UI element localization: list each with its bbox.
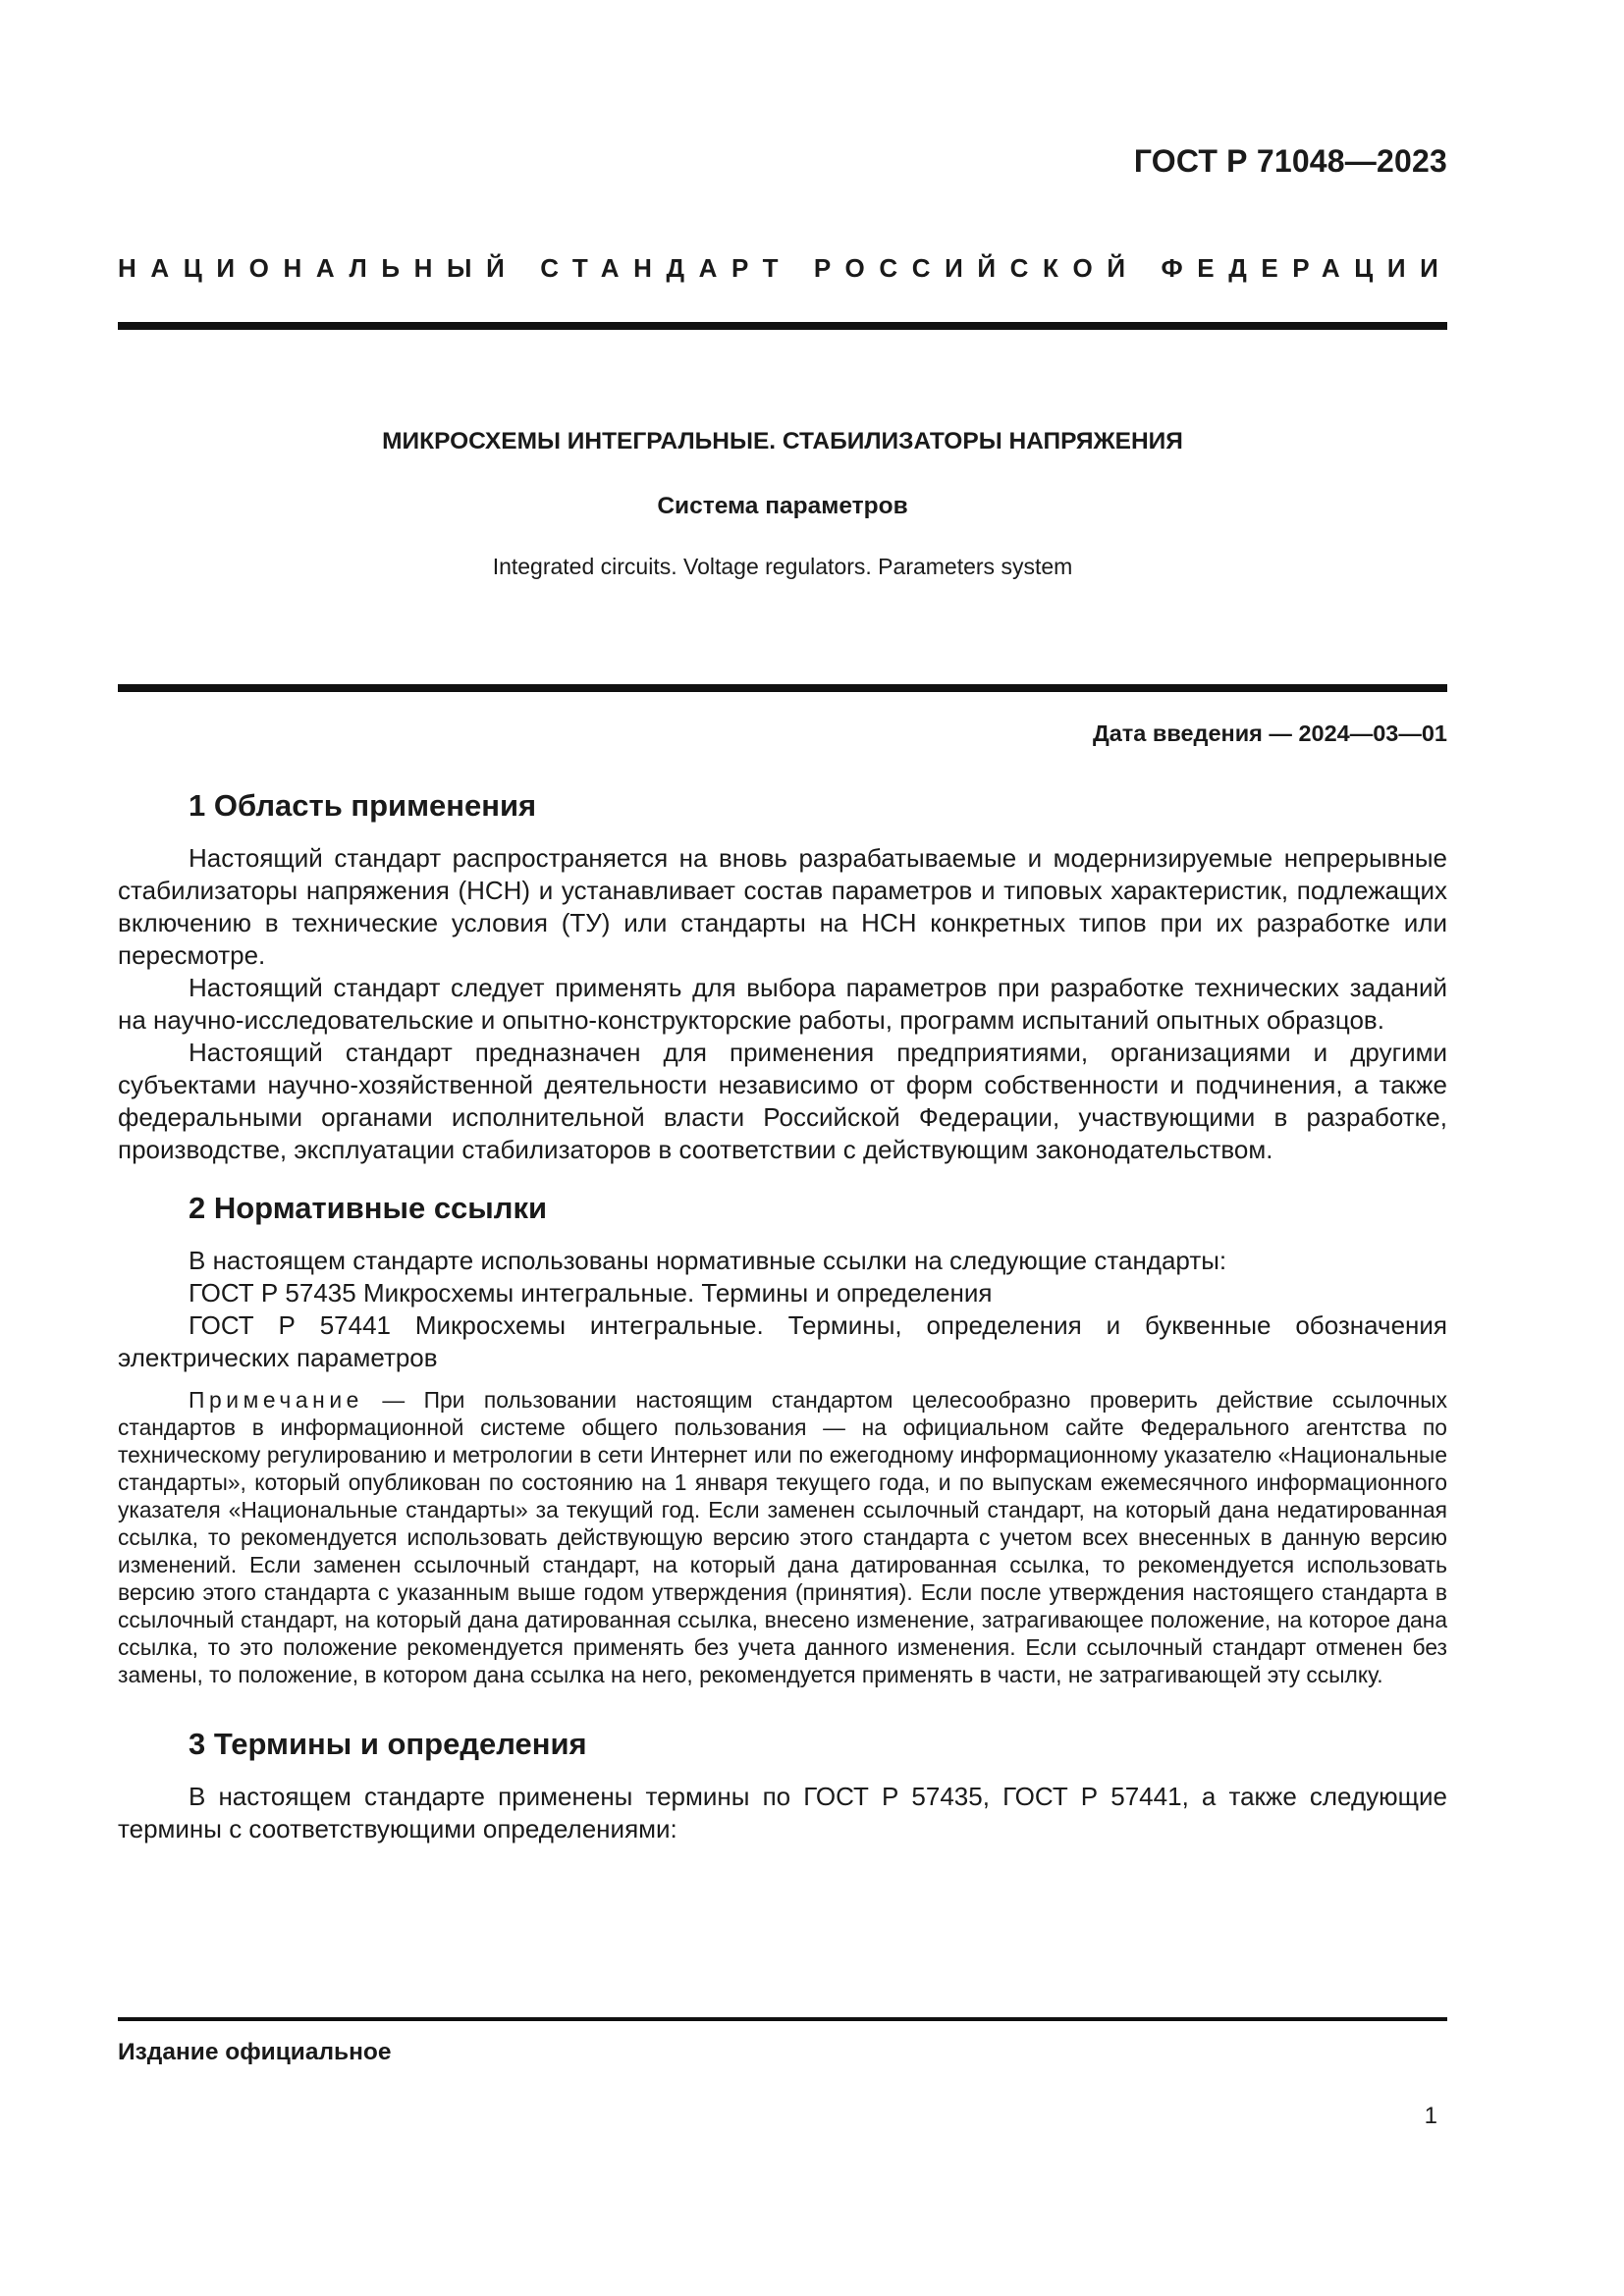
edition-label: Издание официальное <box>118 2039 392 2065</box>
section-heading: 1 Область применения <box>189 788 537 823</box>
document-number: ГОСТ Р 71048—2023 <box>1133 143 1447 179</box>
note-text: — При пользовании настоящим стандартом целесообразно проверить действие ссылочных стандартов в информационной системе общего пользования — на официальном сайте Федерального агентства по техническому регулированию и метрологии в сети Интернет или по ежегодному информационному указателю «Национальные стандарты», который опубликован по состоянию на 1 января текущего года, и по выпускам ежемесячного информационного указателя «Национальные стандарты» за текущий год. Если заменен ссылочный стандарт, на который дана недатированная ссылка, то рекомендуется использовать действующую версию этого стандарта с учетом всех внесенных в данную версию изменений. Если заменен ссылочный стандарт, на который дана датированная ссылка, то рекомендуется использовать версию этого стандарта с указанным выше годом утверждения (принятия). Если после утверждения настоящего стандарта в ссылочный стандарт, на который дана датированная ссылка, внесено изменение, затрагивающее положение, на которое дана ссылка, то это положение рекомендуется применять без учета данного изменения. Если ссылочный стандарт отменен без замены, то положение, в котором дана ссылка на него, рекомендуется применять в части, не затрагивающей эту ссылку. <box>118 1387 1447 1687</box>
note <box>118 1386 1447 1688</box>
paragraph: В настоящем стандарте использованы нормативные ссылки на следующие стандарты: <box>189 1246 1227 1275</box>
national-standard-banner: НАЦИОНАЛЬНЫЙ СТАНДАРТ РОССИЙСКОЙ ФЕДЕРАЦИИ <box>118 253 1453 283</box>
top-divider <box>118 322 1447 330</box>
paragraph: Настоящий стандарт следует применять для выбора параметров при разработке технических заданий на научно-исследовательские и опытно-конструкторские работы, программ испытаний опытных образцов. <box>118 973 1447 1035</box>
document-title: МИКРОСХЕМЫ ИНТЕГРАЛЬНЫЕ. СТАБИЛИЗАТОРЫ НАПРЯЖЕНИЯ <box>382 428 1183 454</box>
section-terms <box>118 1724 1447 1845</box>
page-number: 1 <box>1424 2103 1437 2129</box>
section-normative-references <box>118 1188 1447 1688</box>
introduction-date: Дата введения — 2024—03—01 <box>1092 721 1447 746</box>
reference-item: ГОСТ Р 57435 Микросхемы интегральные. Термины и определения <box>189 1278 993 1308</box>
reference-item: ГОСТ Р 57441 Микросхемы интегральные. Термины, определения и буквенные обозначения электрических параметров <box>118 1310 1447 1372</box>
section-heading: 2 Нормативные ссылки <box>189 1191 548 1225</box>
section-heading: 3 Термины и определения <box>189 1727 587 1761</box>
note-label: Примечание <box>189 1387 363 1413</box>
footer-divider <box>118 2017 1447 2021</box>
paragraph: В настоящем стандарте применены термины по ГОСТ Р 57435, ГОСТ Р 57441, а также следующие термины с соответствующими определениями: <box>118 1782 1447 1843</box>
paragraph: Настоящий стандарт предназначен для применения предприятиями, организациями и другими субъектами научно-хозяйственной деятельности независимо от форм собственности и подчинения, а также федеральными органами исполнительной власти Российской Федерации, участвующими в разработке, производстве, эксплуатации стабилизаторов в соответствии с действующим законодательством. <box>118 1038 1447 1164</box>
section-scope <box>118 785 1447 1166</box>
document-body <box>118 785 1447 1845</box>
document-subtitle: Система параметров <box>657 493 908 519</box>
title-divider <box>118 684 1447 692</box>
paragraph: Настоящий стандарт распространяется на вновь разрабатываемые и модернизируемые непрерывные стабилизаторы напряжения (НСН) и устанавливает состав параметров и типовых характеристик, подлежащих включению в технические условия (ТУ) или стандарты на НСН конкретных типов при их разработке или пересмотре. <box>118 843 1447 970</box>
document-title-english: Integrated circuits. Voltage regulators. Parameters system <box>492 554 1073 579</box>
